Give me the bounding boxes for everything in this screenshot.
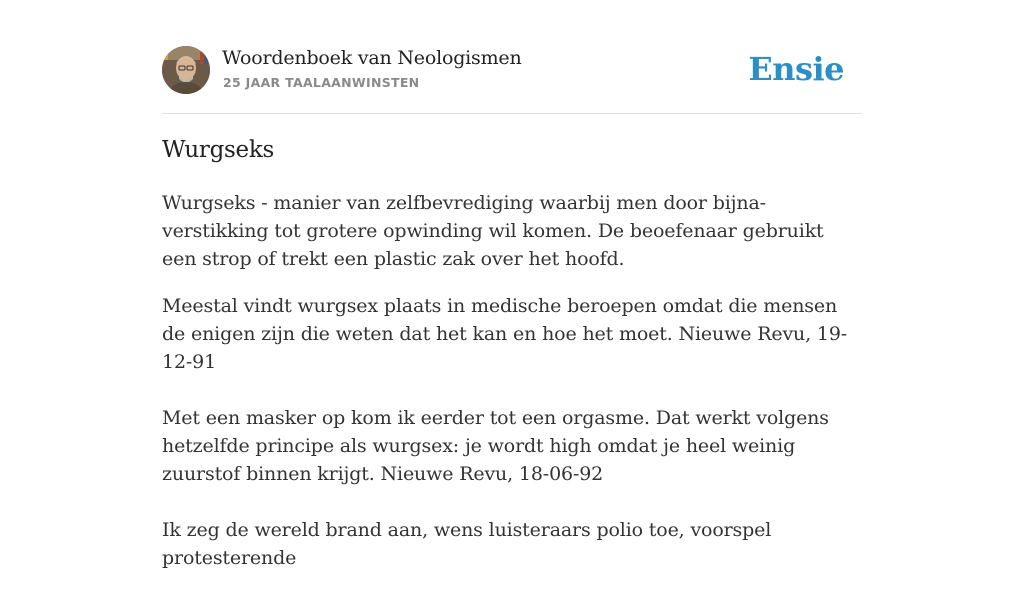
entry-quote: Ik zeg de wereld brand aan, wens luisteraars polio toe, voorspel protesterende [162, 519, 772, 569]
site-subtitle: 25 JAAR TAALAANWINSTEN [223, 75, 420, 90]
ensie-logo[interactable]: Ensie [748, 50, 844, 88]
entry-content [162, 189, 862, 600]
entry-quote: Met een masker op kom ik eerder tot een orgasme. Dat werkt volgens hetzelfde principe als wurgsex: je wordt high omdat je heel weinig zuurstof binnen krijgt. Nieuwe Revu, 18-06-92 [162, 407, 829, 485]
site-title[interactable]: Woordenboek van Neologismen [222, 47, 522, 69]
header-divider [162, 113, 862, 114]
entry-definition: Wurgseks - manier van zelfbevrediging waarbij men door bijna-verstikking tot grotere opwinding wil komen. De beoefenaar gebruikt een strop of trekt een plastic zak over het hoofd. [162, 192, 824, 270]
author-avatar[interactable] [162, 46, 210, 94]
entry-title: Wurgseks [162, 137, 274, 163]
entry-quote: Meestal vindt wurgsex plaats in medische beroepen omdat die mensen de enigen zijn die weten dat het kan en hoe het moet. Nieuwe Revu, 19-12-91 [162, 295, 848, 373]
author-portrait-icon [162, 46, 210, 94]
site-header [162, 46, 862, 96]
